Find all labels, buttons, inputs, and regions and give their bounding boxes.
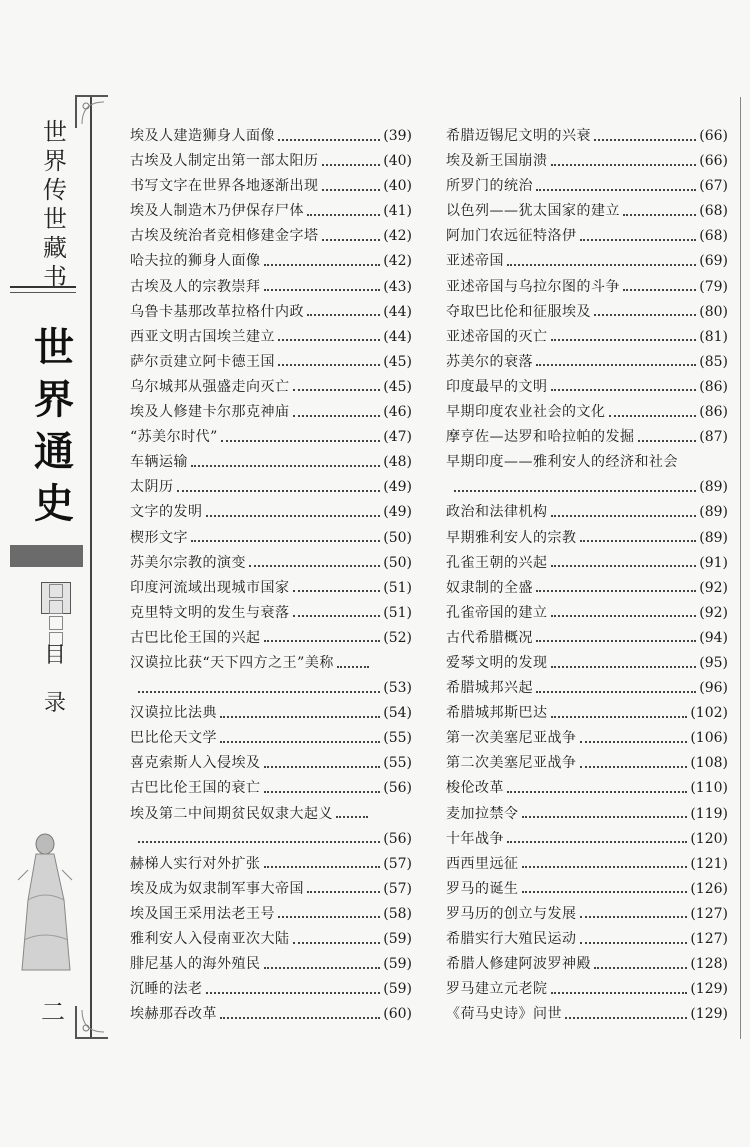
- toc-entry[interactable]: 希腊城邦斯巴达 (102): [446, 705, 728, 722]
- toc-entry[interactable]: 摩亨佐—达罗和哈拉帕的发掘 (87): [446, 429, 728, 446]
- toc-label: 目 录: [43, 643, 66, 716]
- corner-ornament-icon: [74, 94, 110, 130]
- sidebar-gray-bar: [10, 545, 83, 567]
- toc-entry[interactable]: 腓尼基人的海外殖民 (59): [130, 956, 412, 973]
- toc-entry[interactable]: 所罗门的统治 (67): [446, 178, 728, 195]
- toc-entry[interactable]: 埃及人制造木乃伊保存尸体 (41): [130, 203, 412, 220]
- toc-entry[interactable]: 爱琴文明的发现 (95): [446, 654, 728, 671]
- toc-entry[interactable]: 古巴比伦王国的衰亡 (56): [130, 780, 412, 797]
- toc-entry[interactable]: 乌尔城邦从强盛走向灭亡 (45): [130, 378, 412, 395]
- toc-entry[interactable]: 乌鲁卡基那改革拉格什内政 (44): [130, 303, 412, 320]
- toc-entry[interactable]: 古埃及统治者竞相修建金字塔 (42): [130, 228, 412, 245]
- toc-entry[interactable]: “苏美尔时代” (47): [130, 429, 412, 446]
- toc-entry[interactable]: 早期印度农业社会的文化 (86): [446, 404, 728, 421]
- toc-entry[interactable]: 梭伦改革 (110): [446, 780, 728, 797]
- toc-entry[interactable]: 埃及人修建卡尔那克神庙 (46): [130, 404, 412, 421]
- toc-entry[interactable]: 书写文字在世界各地逐渐出现 (40): [130, 178, 412, 195]
- toc-entry[interactable]: 罗马的诞生 (126): [446, 880, 728, 897]
- sidebar-divider: [10, 292, 76, 293]
- toc-entry[interactable]: 《荷马史诗》问世 (129): [446, 1006, 728, 1023]
- toc-entry[interactable]: 早期雅利安人的宗教 (89): [446, 529, 728, 546]
- toc-entry[interactable]: 希腊人修建阿波罗神殿 (128): [446, 956, 728, 973]
- toc-entry[interactable]: 希腊实行大殖民运动 (127): [446, 931, 728, 947]
- page-number: 二: [41, 998, 65, 1026]
- toc-entry[interactable]: 罗马历的创立与发展 (127): [446, 905, 728, 922]
- toc-entry[interactable]: 赫梯人实行对外扩张 (57): [130, 855, 412, 872]
- toc-entry[interactable]: 苏美尔的衰落 (85): [446, 353, 728, 370]
- toc-entry[interactable]: 沉睡的法老 (59): [130, 981, 412, 998]
- toc-entry[interactable]: 第二次美塞尼亚战争 (108): [446, 755, 728, 772]
- corner-ornament-icon: [74, 1004, 110, 1040]
- book-title: 世 界 通 史: [34, 325, 74, 527]
- toc-entry[interactable]: 埃及新王国崩溃 (66): [446, 153, 728, 170]
- toc-entry[interactable]: 西西里远征 (121): [446, 855, 728, 872]
- toc-entry[interactable]: 孔雀王朝的兴起 (91): [446, 554, 728, 571]
- toc-entry[interactable]: 雅利安人入侵南亚次大陆 (59): [130, 931, 412, 947]
- toc-entry[interactable]: 车辆运输 (48): [130, 454, 412, 471]
- toc-entry[interactable]: 印度河流域出现城市国家 (51): [130, 579, 412, 596]
- toc-entry[interactable]: 亚述帝国的灭亡 (81): [446, 328, 728, 345]
- toc-entry[interactable]: 苏美尔宗教的演变 (50): [130, 554, 412, 571]
- toc-entry[interactable]: 汉谟拉比获“天下四方之王”美称: [130, 651, 412, 676]
- toc-entry[interactable]: 巴比伦天文学 (55): [130, 730, 412, 747]
- toc-entry[interactable]: 麦加拉禁令 (119): [446, 805, 728, 822]
- toc-entry[interactable]: 克里特文明的发生与衰落 (51): [130, 604, 412, 621]
- toc-entry[interactable]: 阿加门农远征特洛伊 (68): [446, 228, 728, 245]
- toc-entry[interactable]: 夺取巴比伦和征服埃及 (80): [446, 303, 728, 320]
- toc-entry[interactable]: 古巴比伦王国的兴起 (52): [130, 629, 412, 646]
- toc-entry[interactable]: 太阴历 (49): [130, 479, 412, 496]
- toc-entry[interactable]: 埃赫那吞改革 (60): [130, 1006, 412, 1023]
- toc-entry[interactable]: 希腊迈锡尼文明的兴衰 (66): [446, 128, 728, 144]
- toc-entry[interactable]: 亚述帝国与乌拉尔图的斗争 (79): [446, 278, 728, 295]
- toc-entry[interactable]: 古代希腊概况 (94): [446, 629, 728, 646]
- toc-entry[interactable]: 埃及第二中间期贫民奴隶大起义: [130, 802, 412, 827]
- toc-entry[interactable]: 萨尔贡建立阿卡德王国 (45): [130, 353, 412, 370]
- toc-entry[interactable]: 印度最早的文明 (86): [446, 378, 728, 395]
- seal-icon: [41, 582, 71, 614]
- toc-entry[interactable]: 罗马建立元老院 (129): [446, 981, 728, 998]
- toc-entry[interactable]: 西亚文明古国埃兰建立 (44): [130, 328, 412, 345]
- toc-entry[interactable]: 希腊城邦兴起 (96): [446, 680, 728, 697]
- toc-column-right: [446, 124, 728, 1027]
- toc-entry[interactable]: 亚述帝国 (69): [446, 253, 728, 270]
- sidebar-divider: [10, 286, 76, 288]
- toc-entry[interactable]: 古埃及人的宗教崇拜 (43): [130, 278, 412, 295]
- toc-entry[interactable]: 文字的发明 (49): [130, 504, 412, 521]
- toc-entry[interactable]: 埃及成为奴隶制军事大帝国 (57): [130, 880, 412, 897]
- toc-entry[interactable]: 埃及人建造狮身人面像 (39): [130, 128, 412, 144]
- toc-entry-continuation[interactable]: (89): [446, 475, 728, 500]
- toc-entry[interactable]: 第一次美塞尼亚战争 (106): [446, 730, 728, 747]
- toc-entry[interactable]: 早期印度——雅利安人的经济和社会: [446, 454, 678, 471]
- toc-entry[interactable]: 汉谟拉比法典 (54): [130, 705, 412, 722]
- toc-entry[interactable]: 古埃及人制定出第一部太阳历 (40): [130, 153, 412, 170]
- toc-column-left: [130, 124, 412, 1027]
- toc-entry[interactable]: 十年战争 (120): [446, 830, 728, 847]
- toc-entry-continuation[interactable]: (53): [130, 676, 412, 701]
- toc-entry[interactable]: 楔形文字 (50): [130, 529, 412, 546]
- series-title: 世 界 传 世 藏 书: [43, 118, 67, 291]
- toc-entry[interactable]: 哈夫拉的狮身人面像 (42): [130, 253, 412, 270]
- toc-entry-continuation[interactable]: (56): [130, 827, 412, 852]
- toc-entry[interactable]: 奴隶制的全盛 (92): [446, 579, 728, 596]
- toc-entry[interactable]: 孔雀帝国的建立 (92): [446, 604, 728, 621]
- statue-figure-icon: [14, 830, 76, 980]
- toc-entry[interactable]: 喜克索斯人入侵埃及 (55): [130, 755, 412, 772]
- toc-entry[interactable]: 埃及国王采用法老王号 (58): [130, 905, 412, 922]
- toc-entry[interactable]: 政治和法律机构 (89): [446, 504, 728, 521]
- toc-entry[interactable]: 以色列——犹太国家的建立 (68): [446, 203, 728, 220]
